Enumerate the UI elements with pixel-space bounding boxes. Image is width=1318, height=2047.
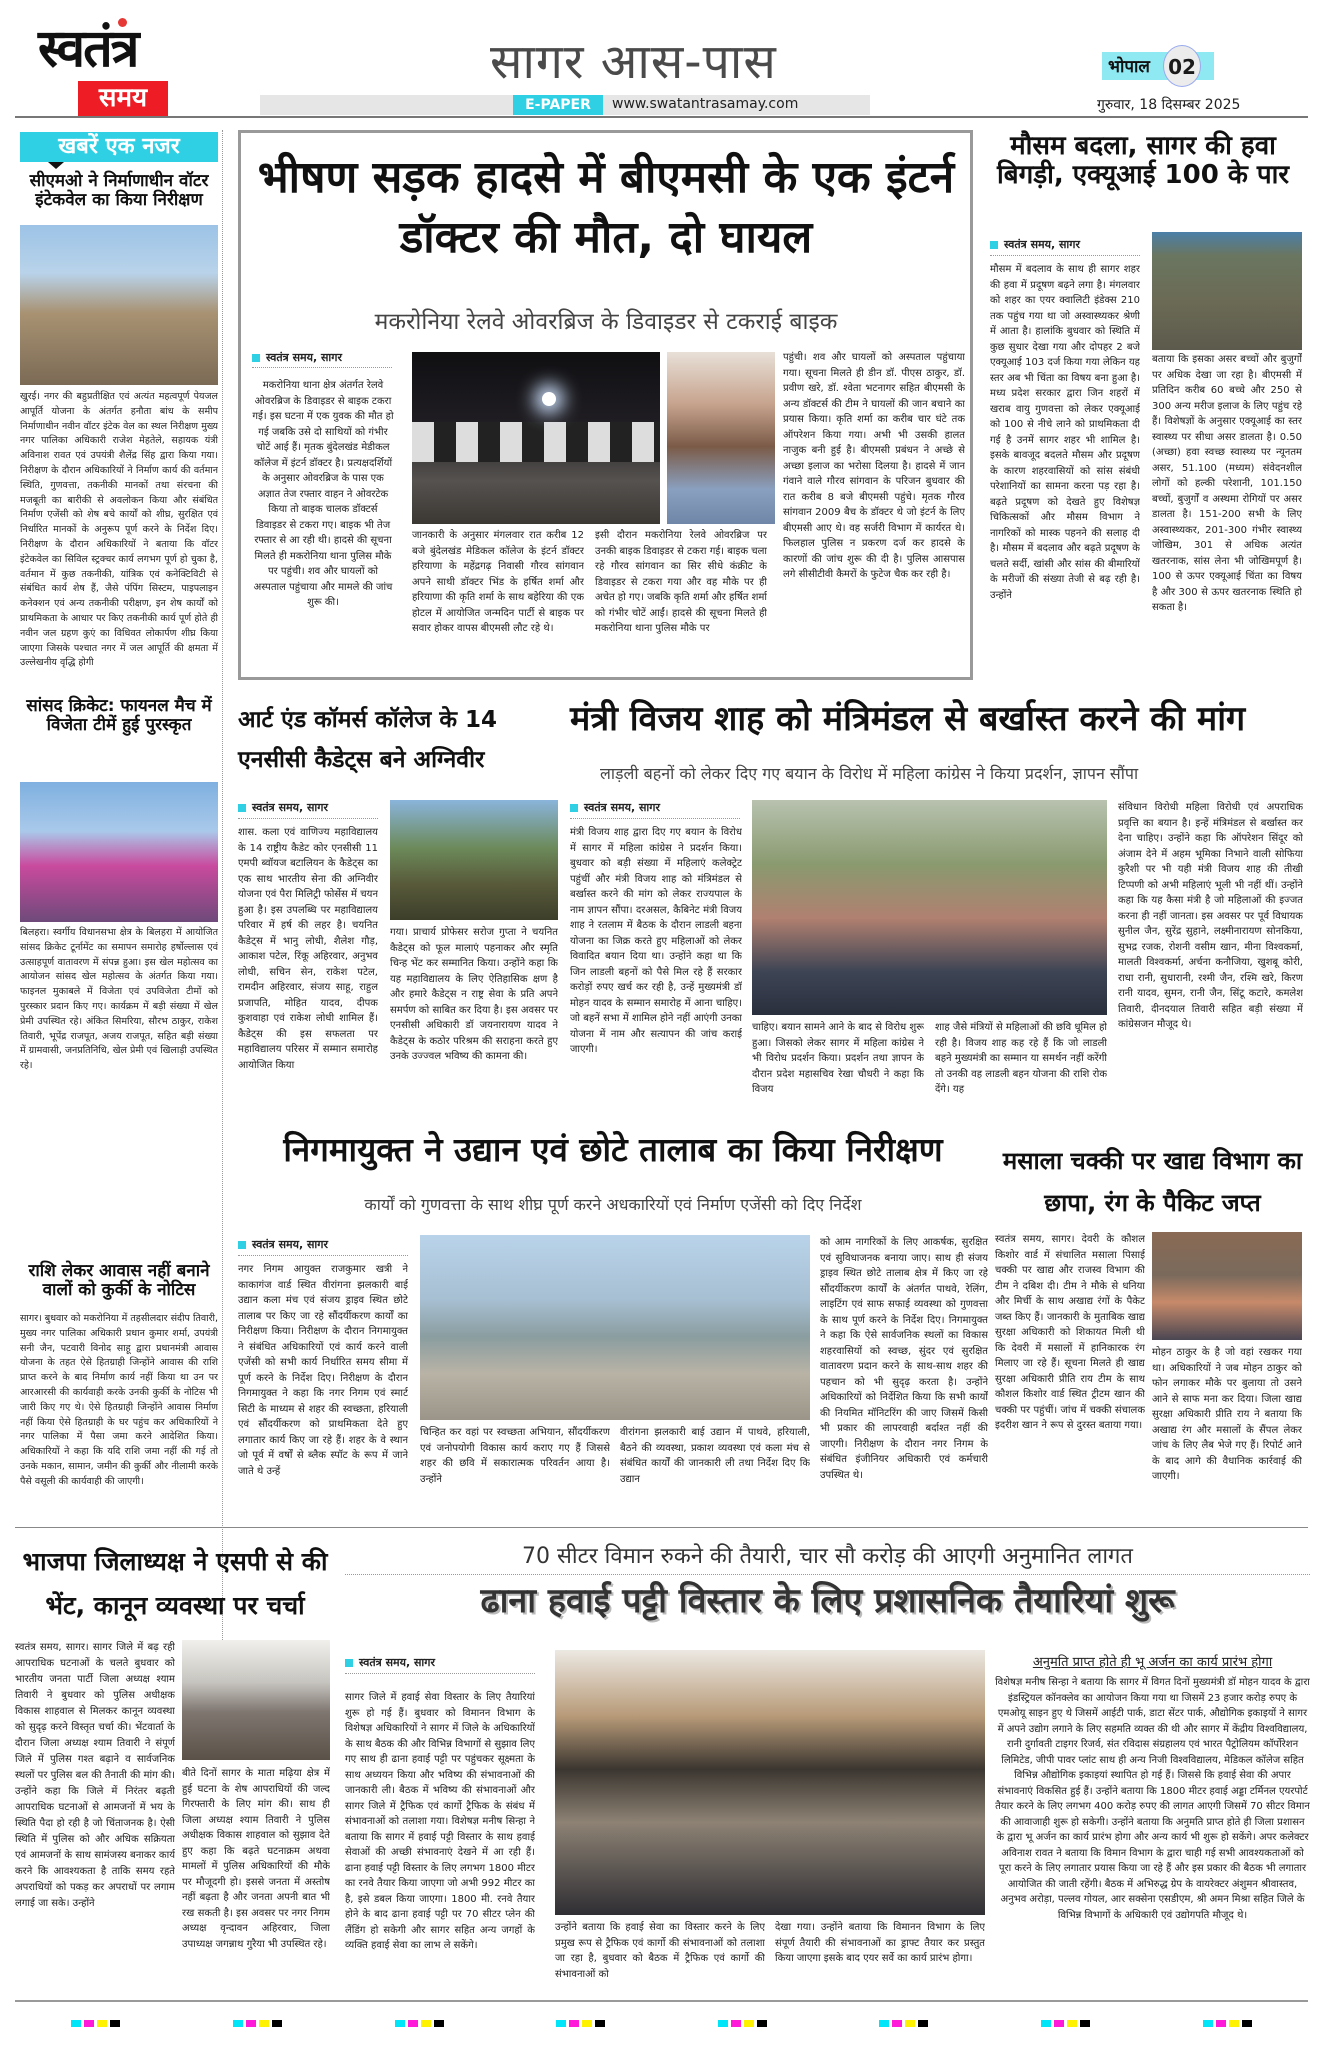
aqi-col2: बताया कि इसका असर बच्चों और बुजुर्गों पर अधिक देखा जा रहा है। बीएमसी में प्रतिदिन करीब 60 बच्चे और 250 से 300 अन्य मरीज इलाज के लिए पहुंच रहे हैं। विशेषज्ञों के अनुसार एक्यूआई का स्तर स्वास्थ्य पर सीधा असर डालता है। 0.50 (अच्छा) हवा स्वच्छ स्वास्थ्य पर न्यूनतम असर, 51.100 (मध्यम) संवेदनशील लोगों को हल्की परेशानी, 101.150 बच्चों, बुजुर्गों व अस्थमा रोगियों पर असर डालता है। 151-200 सभी के लिए अस्वास्थ्यकर, 201-300 गंभीर स्वास्थ्य जोखिम, 301 से अधिक अत्यंत खतरनाक, सांस लेना भी जोखिमपूर्ण है। 100 से ऊपर एक्यूआई चिंता का विषय है और 300 से ऊपर खतरनाक स्थिति हो सकता है। [1152, 354, 1302, 613]
commissioner-col4: को आम नागरिकों के लिए आकर्षक, सुरक्षित एवं सुविधाजनक बनाया जाए। साथ ही संजय ड्राइव स्थित छोटे तालाब क्षेत्र में किए जा रहे सौंदर्यीकरण कार्यों के अंतर्गत पाथवे, रेलिंग, लाइटिंग एवं साफ सफाई व्यवस्था को गुणवत्ता के साथ पूर्ण करने के निर्देश दिए। निगमायुक्त ने कहा कि ऐसे सार्वजनिक स्थलों का विकास शहरवासियों को स्वच्छ, सुंदर एवं सुरक्षित वातावरण प्रदान करने के साथ-साथ शहर की पहचान को भी सुदृढ़ करता है। उन्होंने अधिकारियों को निर्देशित किया कि सभी कार्यों की नियमित मॉनिटरिंग की जाए जिसमें किसी भी प्रकार की लापरवाही बर्दाश्त नहीं की जाएगी। निरीक्षण के दौरान नगर निगम के संबंधित इंजीनियर अधिकारी एवं कर्मचारी उपस्थित थे। [820, 1237, 988, 1481]
square-bullet-icon [570, 804, 578, 812]
pointer-arrow-icon [48, 162, 64, 169]
kicker-rule [345, 1574, 1310, 1575]
food-raid-col2: मोहन ठाकुर के है जो वहां रखकर गया था। अधिकारियों ने जब मोहन ठाकुर को फोन लगाकर मौके पर बुलाया तो उसने आने से साफ मना कर दिया। जिला खाद्य सुरक्षा अधिकारी प्रीति राय ने बताया कि अखाद्य रंग और मसालों के सैंपल लेकर जांच के लिए लैब भेजे गए हैं। रिपोर्ट आने के बाद आगे की वैधानिक कार्रवाई की जाएगी। [1152, 1347, 1302, 1482]
ncc-headline[interactable]: आर्ट एंड कॉमर्स कॉलेज के 14 एनसीसी कैडेट्स बने अग्निवीर [238, 707, 498, 773]
lead-photo-accident [412, 352, 660, 524]
logo-subword: समय [78, 81, 168, 116]
sidebar-headline-3[interactable]: राशि लेकर आवास नहीं बनाने वालों को कुर्की के नोटिस [28, 1261, 210, 1301]
cmyk-color-bar-icon [718, 2020, 767, 2027]
byline-text: स्वतंत्र समय, सागर [1004, 238, 1080, 251]
byline-text: स्वतंत्र समय, सागर [266, 351, 342, 364]
aqi-byline [990, 237, 1150, 252]
square-bullet-icon [238, 804, 246, 812]
commissioner-col2: चिन्हित कर वहां पर स्वच्छता अभियान, सौंदर्यीकरण एवं जनोपयोगी विकास कार्य कराए गए हैं जिससे शहर की छवि में सकारात्मक परिवर्तन आया है। उन्होंने [420, 1427, 610, 1485]
site-url-link[interactable]: www.swatantrasamay.com [612, 96, 799, 112]
sidebar-body-2: बिलहरा। स्वर्गीय विधानसभा क्षेत्र के बिलहरा में आयोजित सांसद क्रिकेट टूर्नामेंट का समापन समारोह हर्षोल्लास एवं उत्साहपूर्ण वातावरण में संपन्न हुआ। इस खेल महोत्सव का आयोजन सांसद खेल महोत्सव के अंतर्गत किया गया। फाइनल मुकाबले में विजेता एवं उपविजेता टीमों को पुरस्कार प्रदान किए गए। कार्यक्रम में बड़ी संख्या में खेल प्रेमी उपस्थित रहे। अंकित सिमरिया, सौरभ ठाकुर, राकेश तिवारी, भूपेंद्र राजपूत, अजय राजपूत, सहित बड़ी संख्या में ग्रामवासी, जनप्रतिनिधि, खेल प्रेमी एवं खिलाड़ी उपस्थित रहे। [20, 927, 218, 1072]
sidebar-photo-1 [20, 225, 218, 385]
airstrip-side-kicker: अनुमति प्राप्त होते ही भू अर्जन का कार्य प्रारंभ होगा [1032, 1655, 1273, 1670]
airstrip-col3: देखा गया। उन्होंने बताया कि विमानन विभाग के लिए संपूर्ण तैयारी की संभावनाओं का ड्राफ्ट तैयार कर प्रस्तुत किया जाएगा इसके बाद एयर सर्वे का कार्य प्रारंभ होगा। [775, 1922, 985, 1964]
commissioner-col3: वीरांगना झलकारी बाई उद्यान में पाथवे, हरियाली, बैठने की व्यवस्था, प्रकाश व्यवस्था एवं कला मंच से संबंधित कार्यों की जानकारी ली तथा निर्देश दिए कि उद्यान [620, 1427, 810, 1485]
protest-photo [752, 800, 1107, 1015]
pond-inspection-photo [420, 1235, 810, 1420]
ncc-col1: शास. कला एवं वाणिज्य महाविद्यालय के 14 राष्ट्रीय कैडेट कोर एनसीसी 11 एमपी ब्वॉयज बटालियन के कैडेट्स का एक साथ भारतीय सेना की अग्निवीर योजना एवं पैरा मिलिट्री फोर्सेस में चयन हुआ है। इस उपलब्धि पर महाविद्यालय परिवार में हर्ष की लहर है। चयनित कैडेट्स में भानु लोधी, शैलेश गौड़, आकाश पटेल, रिंकू अहिरवार, अनुभव लोधी, सचिन सेन, राकेश पटेल, रामदीन अहिरवार, संजय साहू, राहुल प्रजापति, मोहित यादव, दीपक कुशवाहा एवं राकेश लोधी शामिल हैं। कैडेट्स की इस सफलता पर महाविद्यालय परिसर में सम्मान समारोह आयोजित किया [238, 827, 378, 1071]
sidebar-body-3: सागर। बुधवार को मकरोनिया में तहसीलदार संदीप तिवारी, मुख्य नगर पालिका अधिकारी प्रधान कुमार शर्मा, उपयंत्री सनी जैन, पटवारी विनोद साहू द्वारा प्रधानमंत्री आवास योजना के तहत ऐसे हितग्राही जिन्होंने आवास की राशि प्राप्त करने के बाद निर्माण कार्य नहीं किया था उन पर आरआरसी की कार्यवाही करके उनकी कुर्की के नोटिस भी जारी किए गए थे। ऐसे हितग्राही जिन्होंने आवास निर्माण नहीं किया ऐसे हितग्राही के घर पहुंच कर अधिकारियों ने नगर पालिका में पैसा जमा करने आदेशित किया। अधिकारियों ने कहा कि यदि राशि जमा नहीं की गई तो उनके मकान, सामान, जमीन की कुर्की और नीलामी करके पैसे वसूली की कार्यवाही की जाएगी। [20, 1313, 218, 1487]
ncc-col2: गया। प्राचार्य प्रोफेसर सरोज गुप्ता ने चयनित कैडेट्स को फूल मालाएं पहनाकर और स्मृति चिन्ह भेंट कर सम्मानित किया। उन्होंने कहा कि यह महाविद्यालय के लिए ऐतिहासिक क्षण है और हमारे कैडेट्स न राष्ट्र सेवा के प्रति अपने समर्पण को साबित कर दिया है। इस अवसर पर एनसीसी अधिकारी डॉ जयनारायण यादव ने कैडेट्स के कठोर परिश्रम की सराहना करते हुए उनके उज्ज्वल भविष्य की कामना की। [390, 927, 558, 1062]
minister-subheadline: लाड़ली बहनों को लेकर दिए गए बयान के विरोध में महिला कांग्रेस ने किया प्रदर्शन, ज्ञापन सौंपा [600, 764, 1139, 783]
lead-col3: इसी दौरान मकरोनिया रेलवे ओवरब्रिज पर उनकी बाइक डिवाइडर से टकरा गई। बाइक चला रहे गौरव सांगवान का सिर सीधे कंक्रीट के डिवाइडर से टकरा गया और वह मौके पर ही अचेत हो गए। जबकि कृति शर्मा और हर्षित शर्मा को गंभीर चोटें आईं। हादसे की सूचना मिलते ही मकरोनिया थाना पुलिस मौके पर [595, 530, 767, 634]
lead-col2: जानकारी के अनुसार मंगलवार रात करीब 12 बजे बुंदेलखंड मेडिकल कॉलेज के इंटर्न डॉक्टर हरियाणा के महेंद्रगढ़ निवासी गौरव सांगवान अपने साथी डॉक्टर भिंड के हर्षित शर्मा और हरियाणा की कृति शर्मा के साथ बहेरिया की एक होटल में आयोजित जन्मदिन पार्टी से बाइक पर सवार होकर वापस बीएमसी लौट रहे थे। [412, 530, 584, 634]
commissioner-subheadline: कार्यों को गुणवत्ता के साथ शीघ्र पूर्ण करने अधकारियों एवं निर्माण एजेंसी को दिए निर्देश [364, 1195, 862, 1214]
cmyk-color-bar-icon [233, 2020, 282, 2027]
bjp-meeting-photo [182, 1640, 330, 1760]
lead-byline [252, 350, 394, 365]
commissioner-col1: नगर निगम आयुक्त राजकुमार खत्री ने काकागंज वार्ड स्थित वीरांगना झलकारी बाई उद्यान कला मंच एवं संजय ड्राइव स्थित छोटे तालाब पर किए जा रहे सौंदर्यीकरण कार्यों का निरीक्षण किया। निरीक्षण के दौरान निगमायुक्त ने संबंधित अधिकारियों एवं कार्य करने वाली एजेंसी को सभी कार्य निर्धारित समय सीमा में पूर्ण करने के निर्देश दिए। निरीक्षण के दौरान निगमायुक्त ने कहा कि नगर निगम एवं स्मार्ट सिटी के माध्यम से शहर की स्वच्छता, हरियाली एवं सौंदर्यीकरण को प्राथमिकता देते हुए लगातार कार्य किए जा रहे हैं। शहर के वे स्थान जो पूर्व में वर्षों से ब्लैक स्पॉट के रूप में जाने जाते थे उन्हें [238, 1264, 408, 1477]
lead-col4: पहुंची। शव और घायलों को अस्पताल पहुंचाया गया। सूचना मिलते ही डीन डॉ. पीएस ठाकुर, डॉ. प्रवीण खरे, डॉ. श्वेता भटनागर सहित बीएमसी के अन्य डॉक्टर्स की टीम ने घायलों की जान बचाने का प्रयास किया। कृति शर्मा का करीब चार घंटे तक ऑपरेशन किया गया। अभी भी उसकी हालत नाजुक बनी हुई है। बीएमसी प्रबंधन ने अच्छे से अच्छा इलाज का भरोसा दिलया है। हादसे में जान गंवाने वाले गौरव सांगवान के परिजन बुधवार की रात करीब 8 बजे बीएमसी पहुंचे। मृतक गौरव सांगवान 2009 बैच के डॉक्टर थे जो इंटर्न के लिए बीएमसी आए थे। वह सर्जरी विभाग में कार्यरत थे। फिलहाल पुलिस न प्रकरण दर्ज कर हादसे के कारणों की जांच शुरू की दी है। पुलिस आसपास लगे सीसीटीवी कैमरों के फुटेज चैक कर रही है। [783, 352, 965, 580]
aqi-col1: मौसम में बदलाव के साथ ही सागर शहर की हवा में प्रदूषण बढ़ने लगा है। मंगलवार को शहर का एयर क्वालिटी इंडेक्स 210 तक पहुंच गया था जो अस्वास्थ्यकर श्रेणी में आता है। हालांकि बुधवार को स्थिति में कुछ सुधार देखा गया और दोपहर 2 बजे एक्यूआई 103 दर्ज किया गया लेकिन यह स्तर अब भी चिंता का विषय बना हुआ है। मध्य प्रदेश सरकार द्वारा जिन शहरों में खराब वायु गुणवत्ता को लेकर एक्यूआई को 100 से नीचे लाने को प्राथमिकता दी गई है उनमें सागर शहर भी शामिल है। इसके बावजूद बदलते मौसम और प्रदूषण के कारण शहरवासियों को सांस संबंधी परेशानियों का सामना करना पड़ रहा है। बढ़ते प्रदूषण को देखते हुए विशेषज्ञ चिकित्सकों और मौसम विभाग ने नागरिकों को मास्क पहनने की सलाह दी है। मौसम में बदलाव और बढ़ते प्रदूषण के चलते सर्दी, खांसी और सांस की बीमारियों के मरीजों की संख्या तेजी से बढ़ रही है। उन्होंने [990, 264, 1140, 601]
byline-rule [345, 1673, 535, 1674]
commissioner-headline[interactable]: निगमायुक्त ने उद्यान एवं छोटे तालाब का किया निरीक्षण [283, 1130, 943, 1169]
sidebar-header: खबरें एक नजर [20, 132, 218, 162]
lead-intro: मकरोनिया थाना क्षेत्र अंतर्गत रेलवे ओवरब्रिज के डिवाइडर से बाइक टकरा गई। इस घटना में एक युवक की मौत हो गई जबकि उसे दो साथियों को गंभीर चोटें आई हैं। मृतक बुंदेलखंड मेडीकल कॉलेज में इंटर्न डॉक्टर है। प्रत्यक्षदर्शियों के अनुसार ओवरब्रिज के पास एक अज्ञात तेज रफ्तार वाहन ने ओवरटेक किया तो बाइक चालक डॉक्टर्स डिवाइडर से टकरा गए। बाइक भी तेज रफ्तार से आ रही थी। हादसे की सूचना मिलते ही मकरोनिया थाना पुलिस मौके पर पहुंची। शव और घायलों को अस्पताल पहुंचाया और मामले की जांच शुरू की। [252, 380, 394, 608]
byline-rule [570, 818, 740, 819]
byline-rule [990, 255, 1140, 256]
airstrip-col1: सागर जिले में हवाई सेवा विस्तार के लिए तैयारियां शुरू हो गई हैं। बुधवार को विमानन विभाग के विशेषज्ञ अधिकारियों ने सागर में जिले के अधिकारियों के साथ बैठक की और विभिन्न विभागों से सुझाव लिए गए साथ ही ढाना हवाई पट्टी पर पहुंचकर सूक्ष्मता के साथ अध्ययन किया और भविष्य की संभावनाओं की जानकारी ली। बैठक में भविष्य की संभावनाओं और सागर जिले में ट्रैफिक एवं कार्गो ट्रैफिक के संबंध में संभावनाओं को तलाशा गया। विशेषज्ञ मनीष सिन्हा ने बताया कि सागर में हवाई पट्टी विस्तार के साथ हवाई सेवाओं की अच्छी संभावनाएं देखने में आ रही हैं। ढाना हवाई पट्टी विस्तार के लिए लगभग 1800 मीटर का रनवे तैयार किया जाएगा जो अभी 992 मीटर का है, इसे डबल किया जाएगा। 1800 मी. रनवे तैयार होने के बाद ढाना हवाई पट्टी पर 70 सीटर प्लेन की लैंडिंग हो सकेगी और सागर सहित अन्य जगहों के व्यक्ति हवाई सेवा का लाभ ले सकेंगे। [345, 1692, 535, 1951]
airstrip-headline[interactable]: ढाना हवाई पट्टी विस्तार के लिए प्रशासनिक तैयारियां शुरू [480, 1581, 1175, 1621]
cmyk-color-bar-icon [1041, 2020, 1090, 2027]
cmyk-color-bar-icon [879, 2020, 928, 2027]
airstrip-meeting-photo [555, 1650, 985, 1915]
byline-text: स्वतंत्र समय, सागर [584, 801, 660, 814]
minister-col2: चाहिए। बयान सामने आने के बाद से विरोध शुरू हुआ। जिसको लेकर सागर में महिला कांग्रेस ने भी विरोध प्रदर्शन किया। प्रदर्शन तथा ज्ञापन के दौरान प्रदेश महासचिव रेखा चौधरी ने कहा कि विजय [752, 1022, 924, 1095]
cmyk-color-bar-icon [1203, 2020, 1252, 2027]
spice-mill-photo [1152, 1232, 1302, 1340]
byline-rule [238, 818, 378, 819]
square-bullet-icon [990, 241, 998, 249]
cmyk-color-bar-icon [395, 2020, 444, 2027]
airstrip-side-body: विशेषज्ञ मनीष सिन्हा ने बताया कि सागर में विगत दिनों मुख्यमंत्री डॉ मोहन यादव के द्वारा इंडस्ट्रियल कॉनक्लेव का आयोजन किया गया था जिसमें 23 हजार करोड़ रुपए के एमओयू साइन हुए थे जिसमें आईटी पार्क, डाटा सेंटर पार्क, औद्योगिक इकाइयों ने सागर में अपने उद्योग लगाने के लिए सहमति व्यक्त की थी और सागर में केंद्रीय विश्वविद्यालय, रानी दुर्गावती टाइगर रिजर्व, संत रविदास संग्रहालय एवं भारत पैट्रोलियम कॉर्पोरेशन लिमिटेड, जीपी पावर प्लांट साथ ही अन्य निजी विश्वविद्यालय, मेडिकल कॉलेज सहित विभिन्न औद्योगिक इकाइयां स्थापित हो गई हैं। जिससे कि हवाई सेवा की अपार संभावनाएं विकसित हुई हैं। उन्होंने बताया कि 1800 मीटर हवाई अड्डा टर्मिनल एयरपोर्ट तैयार करने के लिए लगभग 400 करोड़ रुपए की लागत आएगी जिसमें 70 सीटर विमान की आवाजाही शुरू हो सकेगी। उन्होंने बताया कि अनुमति प्राप्त होते ही जिला प्रशासन के द्वारा भू अर्जन का कार्य प्रारंभ होगा और अन्य कार्य भी शुरू हो सकेंगे। अपर कलेक्टर अविनाश रावत ने बताया कि विमान विभाग के द्वारा चाही गई सभी आवश्यकताओं को पूरा करने के लिए लगातार प्रयास किया जा रहे हैं और इस प्रकार की बैठक भी लगातार आयोजित की जाती रहेंगी। बैठक में अभिरुद्ध ग्रेप के वायरेक्टर अंशुमन श्रीवास्तव, अनुभव अरोड़ा, पल्लव गोयल, आर सक्सेना एसडीएम, श्री अमन मिश्रा सहित जिले के विभिन्न विभागों के अधिकारी एवं उद्योगपति मौजूद थे। [995, 1677, 1310, 1921]
city-label: भोपाल [1108, 57, 1150, 77]
aqi-display-photo [1152, 232, 1302, 350]
minister-byline [570, 800, 740, 815]
issue-date: गुरुवार, 18 दिसम्बर 2025 [1097, 97, 1241, 113]
commissioner-byline [238, 1237, 408, 1252]
square-bullet-icon [252, 354, 260, 362]
byline-rule [252, 367, 392, 368]
byline-text: स्वतंत्र समय, सागर [252, 801, 328, 814]
sidebar-body-1: खुरई। नगर की बहुप्रतीक्षित एवं अत्यंत महत्वपूर्ण पेयजल आपूर्ति योजना के अंतर्गत हनौता बांध के समीप निर्माणाधीन नवीन वॉटर इंटेक वेल का स्थल निरीक्षण मुख्य नगर पालिका अधिकारी राजेश मेहतेले, सहायक यंत्री अविनाश रावत एवं उपयंत्री शैलेंद्र सिंह द्वारा किया गया। निरीक्षण के दौरान अधिकारियों ने निर्माण कार्य की वर्तमान स्थिति, गुणवत्ता, तकनीकी मानकों तथा संरचना की मजबूती का बारीकी से अवलोकन किया और संबंधित निर्माण एजेंसी को शेष बचे कार्यों को शीघ्र, सुरक्षित एवं निर्धारित मानकों के अनुरूप पूर्ण करने के निर्देश दिए। निरीक्षण के दौरान अधिकारियों ने बताया कि वॉटर इंटेकवेल का सिविल स्ट्रक्चर कार्य लगभग पूर्ण हो चुका है, वर्तमान में कुछ तकनीकी, यांत्रिक एवं कनेक्टिविटी से संबंधित कार्य शेष हैं, जैसे पंपिंग सिस्टम, पाइपलाइन कनेक्शन एवं अन्य तकनीकी परीक्षण, इन शेष कार्यों को प्राथमिकता के आधार पर किए तकनीकी कार्य पूर्ण होते ही नवीन जल ग्रहण कुएं का विधिवत लोकार्पण शीघ्र किया जाएगा जिसके पश्चात नगर में जल आपूर्ति की क्षमता में उल्लेखनीय वृद्धि होगी [20, 391, 218, 669]
section-title: सागर आस-पास [490, 34, 777, 90]
section-divider [15, 1527, 1308, 1528]
bjp-headline[interactable]: भाजपा जिलाध्यक्ष ने एसपी से की भेंट, कानून व्यवस्था पर चर्चा [22, 1547, 328, 1620]
cmyk-color-bar-icon [556, 2020, 605, 2027]
page-number: 02 [1163, 45, 1201, 87]
minister-headline[interactable]: मंत्री विजय शाह को मंत्रिमंडल से बर्खास्त करने की मांग [570, 699, 1246, 739]
ncc-byline [238, 800, 378, 815]
bjp-col2: बीते दिनों सागर के माता मढ़िया क्षेत्र में हुई घटना के शेष आपराधियों की जल्द गिरफ्तारी के लिए मांग की। साथ ही जिला अध्यक्ष श्याम तिवारी ने पुलिस अधीक्षक विकास शाहवाल को सुझाव देते हुए कहा कि बढ़ते घटनाक्रम अथवा मामलों में पुलिस अधिकारियों की मौके पर मौजूदगी हो। इससे जनता में अस्तोष नहीं बढ़ता है और जनता अपनी बात भी रख सकती है। इस अवसर पर नगर निगम अध्यक्ष वृन्दावन अहिरवार, जिला उपाध्यक्ष जगन्नाथ गुरैया भी उपस्थित रहे। [182, 1768, 330, 1950]
minister-col1: मंत्री विजय शाह द्वारा दिए गए बयान के विरोध में सागर में महिला कांग्रेस ने प्रदर्शन किया। बुधवार को बड़ी संख्या में महिलाएं कलेक्ट्रेट पहुंचीं और मंत्री विजय शाह को मंत्रिमंडल से बर्खास्त करने की मांग को लेकर राज्यपाल के नाम ज्ञापन सौंपा। दरअसल, कैबिनेट मंत्री विजय शाह ने रतलाम में बैठक के दौरान लाडली बहना योजना का जिक्र करते हुए महिलाओं को लेकर विवादित बयान दिया था। उन्होंने कहा था कि जिन लाडली बहनों को पैसे मिल रहे हैं सरकार करोड़ों रुपए खर्च कर रही है, उन्हें मुख्यमंत्री डॉ मोहन यादव के सम्मान समारोह में आना चाहिए। जो बहनें सभा में शामिल होने नहीं आएंगी उनका योजना में नाम और सत्यापन की जांच कराई जाएगी। [570, 827, 742, 1055]
airstrip-col2: उन्होंने बताया कि हवाई सेवा का विस्तार करने के लिए प्रमुख रूप से ट्रैफिक एवं कार्गो की संभावनाओं को तलाशा जा रहा है, बुधवार को बैठक में ट्रैफिक एवं कार्गो की संभावनाओं को [555, 1922, 765, 1980]
food-raid-headline[interactable]: मसाला चक्की पर खाद्य विभाग का छापा, रंग के पैकिट जप्त [1002, 1147, 1303, 1217]
airstrip-kicker: 70 सीटर विमान रुकने की तैयारी, चार सौ करोड़ की आएगी अनुमानित लागत [522, 1544, 1133, 1569]
column-divider [222, 130, 223, 1690]
epaper-badge: E-PAPER [513, 95, 603, 115]
logo-wordmark[interactable]: स्वतंत्र [38, 18, 138, 79]
victim-portrait-photo [667, 352, 775, 524]
cmyk-color-bar-icon [71, 2020, 120, 2027]
aqi-headline[interactable]: मौसम बदला, सागर की हवा बिगड़ी, एक्यूआई 100 के पार [996, 131, 1290, 191]
food-raid-col1: स्वतंत्र समय, सागर। देवरी के कौशल किशोर वार्ड में संचालित मसाला पिसाई चक्की पर खाद्य और राजस्व विभाग की टीम ने दबिश दी। टीम ने मौके से धनिया और मिर्ची के साथ अखाद्य रंगों के पैकेट जब्त किए हैं। जानकारी के मुताबिक खाद्य सुरक्षा अधिकारी को शिकायत मिली थी कि देवरी में मसालों में हानिकारक रंग मिलाए जा रहे हैं। सूचना मिलते ही खाद्य सुरक्षा अधिकारी प्रीति राय टीम के साथ कौशल किशोर वार्ड स्थित ट्रीटम खान की चक्की पर पहुंचीं। जांच में चक्की संचालक इदरीश खान ने रूप से दुरस्त बताया गया। [995, 1234, 1145, 1431]
footer-rule [15, 2000, 1308, 2002]
square-bullet-icon [345, 1659, 353, 1667]
byline-text: स्वतंत्र समय, सागर [359, 1656, 435, 1669]
sidebar-headline-2[interactable]: सांसद क्रिकेट: फायनल मैच में विजेता टीमें हुई पुरस्कृत [26, 696, 212, 736]
registration-marks [15, 2020, 1308, 2027]
lead-headline[interactable]: भीषण सड़क हादसे में बीएमसी के एक इंटर्न डॉक्टर की मौत, दो घायल [257, 152, 955, 263]
minister-col4: संविधान विरोधी महिला विरोधी एवं अपराधिक प्रवृत्ति का बयान है। इन्हें मंत्रिमंडल से बर्खास्त कर देना चाहिए। उन्होंने कहा कि ऑपरेशन सिंदूर को अंजाम देने में अहम भूमिका निभाने वाली सोफिया कुरैशी पर भी यही मंत्री विजय शाह की तीखी टिप्पणी को अभी महिलाएं भूली भी नहीं थीं। उन्होंने कहा कि यह कैसा मंत्री है जो महिलाओं की इज्जत करना ही नहीं जानता। इस अवसर पर पूर्व विधायक सुनील जैन, सुरेंद्र सुहाने, लक्ष्मीनारायण सोनकिया, सुभद्र रजक, रोशनी वसीम खान, मीना विश्वकर्मा, मालती विश्वकर्मा, अर्चना कनौजिया, खुशबू कोरी, राधा रानी, सुधारानी, रश्मी जैन, रश्मि खरे, किरण रानी यादव, सुमन, रानी जैन, सिंटू कटारे, कमलेश तिवारी, दीनदयाल तिवारी सहित बड़ी संख्या में कांग्रेसजन मौजूद थे। [1118, 802, 1303, 1030]
byline-rule [238, 1255, 408, 1256]
ncc-cadets-photo [390, 800, 558, 920]
minister-col3: शाह जैसे मंत्रियों से महिलाओं की छवि धूमिल हो रही है। विजय शाह कह रहे हैं कि जो लाडली बहने मुख्यमंत्री का सम्मान या समर्थन नहीं करेंगी तो उनकी वह लाडली बहन योजना की राशि रोक देंगे। यह [935, 1022, 1107, 1095]
airstrip-byline [345, 1655, 535, 1670]
masthead-divider [15, 116, 1308, 118]
lead-subheadline: मकरोनिया रेलवे ओवरब्रिज के डिवाइडर से टकराई बाइक [374, 309, 838, 335]
sidebar-photo-2 [20, 782, 218, 922]
square-bullet-icon [238, 1241, 246, 1249]
sidebar-headline-1[interactable]: सीएमओ ने निर्माणाधीन वॉटर इंटेकवेल का किया निरीक्षण [29, 171, 209, 211]
byline-text: स्वतंत्र समय, सागर [252, 1238, 328, 1251]
bjp-col1: स्वतंत्र समय, सागर। सागर जिले में बढ़ रही आपराधिक घटनाओं के चलते बुधवार को भारतीय जनता पार्टी जिला अध्यक्ष श्याम तिवारी ने बुधवार को पुलिस अधीक्षक विकास शाहवाल से मिलकर कानून व्यवस्था को सुदृढ़ करने विस्तृत चर्चा की। भेंटवार्ता के दौरान जिला अध्यक्ष श्याम तिवारी ने संपूर्ण जिले में पुलिस गश्त बढ़ाने व सार्वजनिक स्थलों पर पुलिस बल की तैनाती की मांग की। उन्होंने कहा कि जिले में निरंतर बढ़ती आपराधिक घटनाओं से आमजनों में भय के स्थिति पैदा हो रही है जो चिंताजनक है। ऐसी स्थिति में पुलिस को और अधिक सक्रियता एवं आमजनों के साथ सामंजस्य बनाकर कार्य करने कि आवश्यकता है ताकि समय रहते अपराधियों को पकड़ कर अपराधों पर लगाम लगाई जा सके। उन्होंने [15, 1642, 175, 1909]
